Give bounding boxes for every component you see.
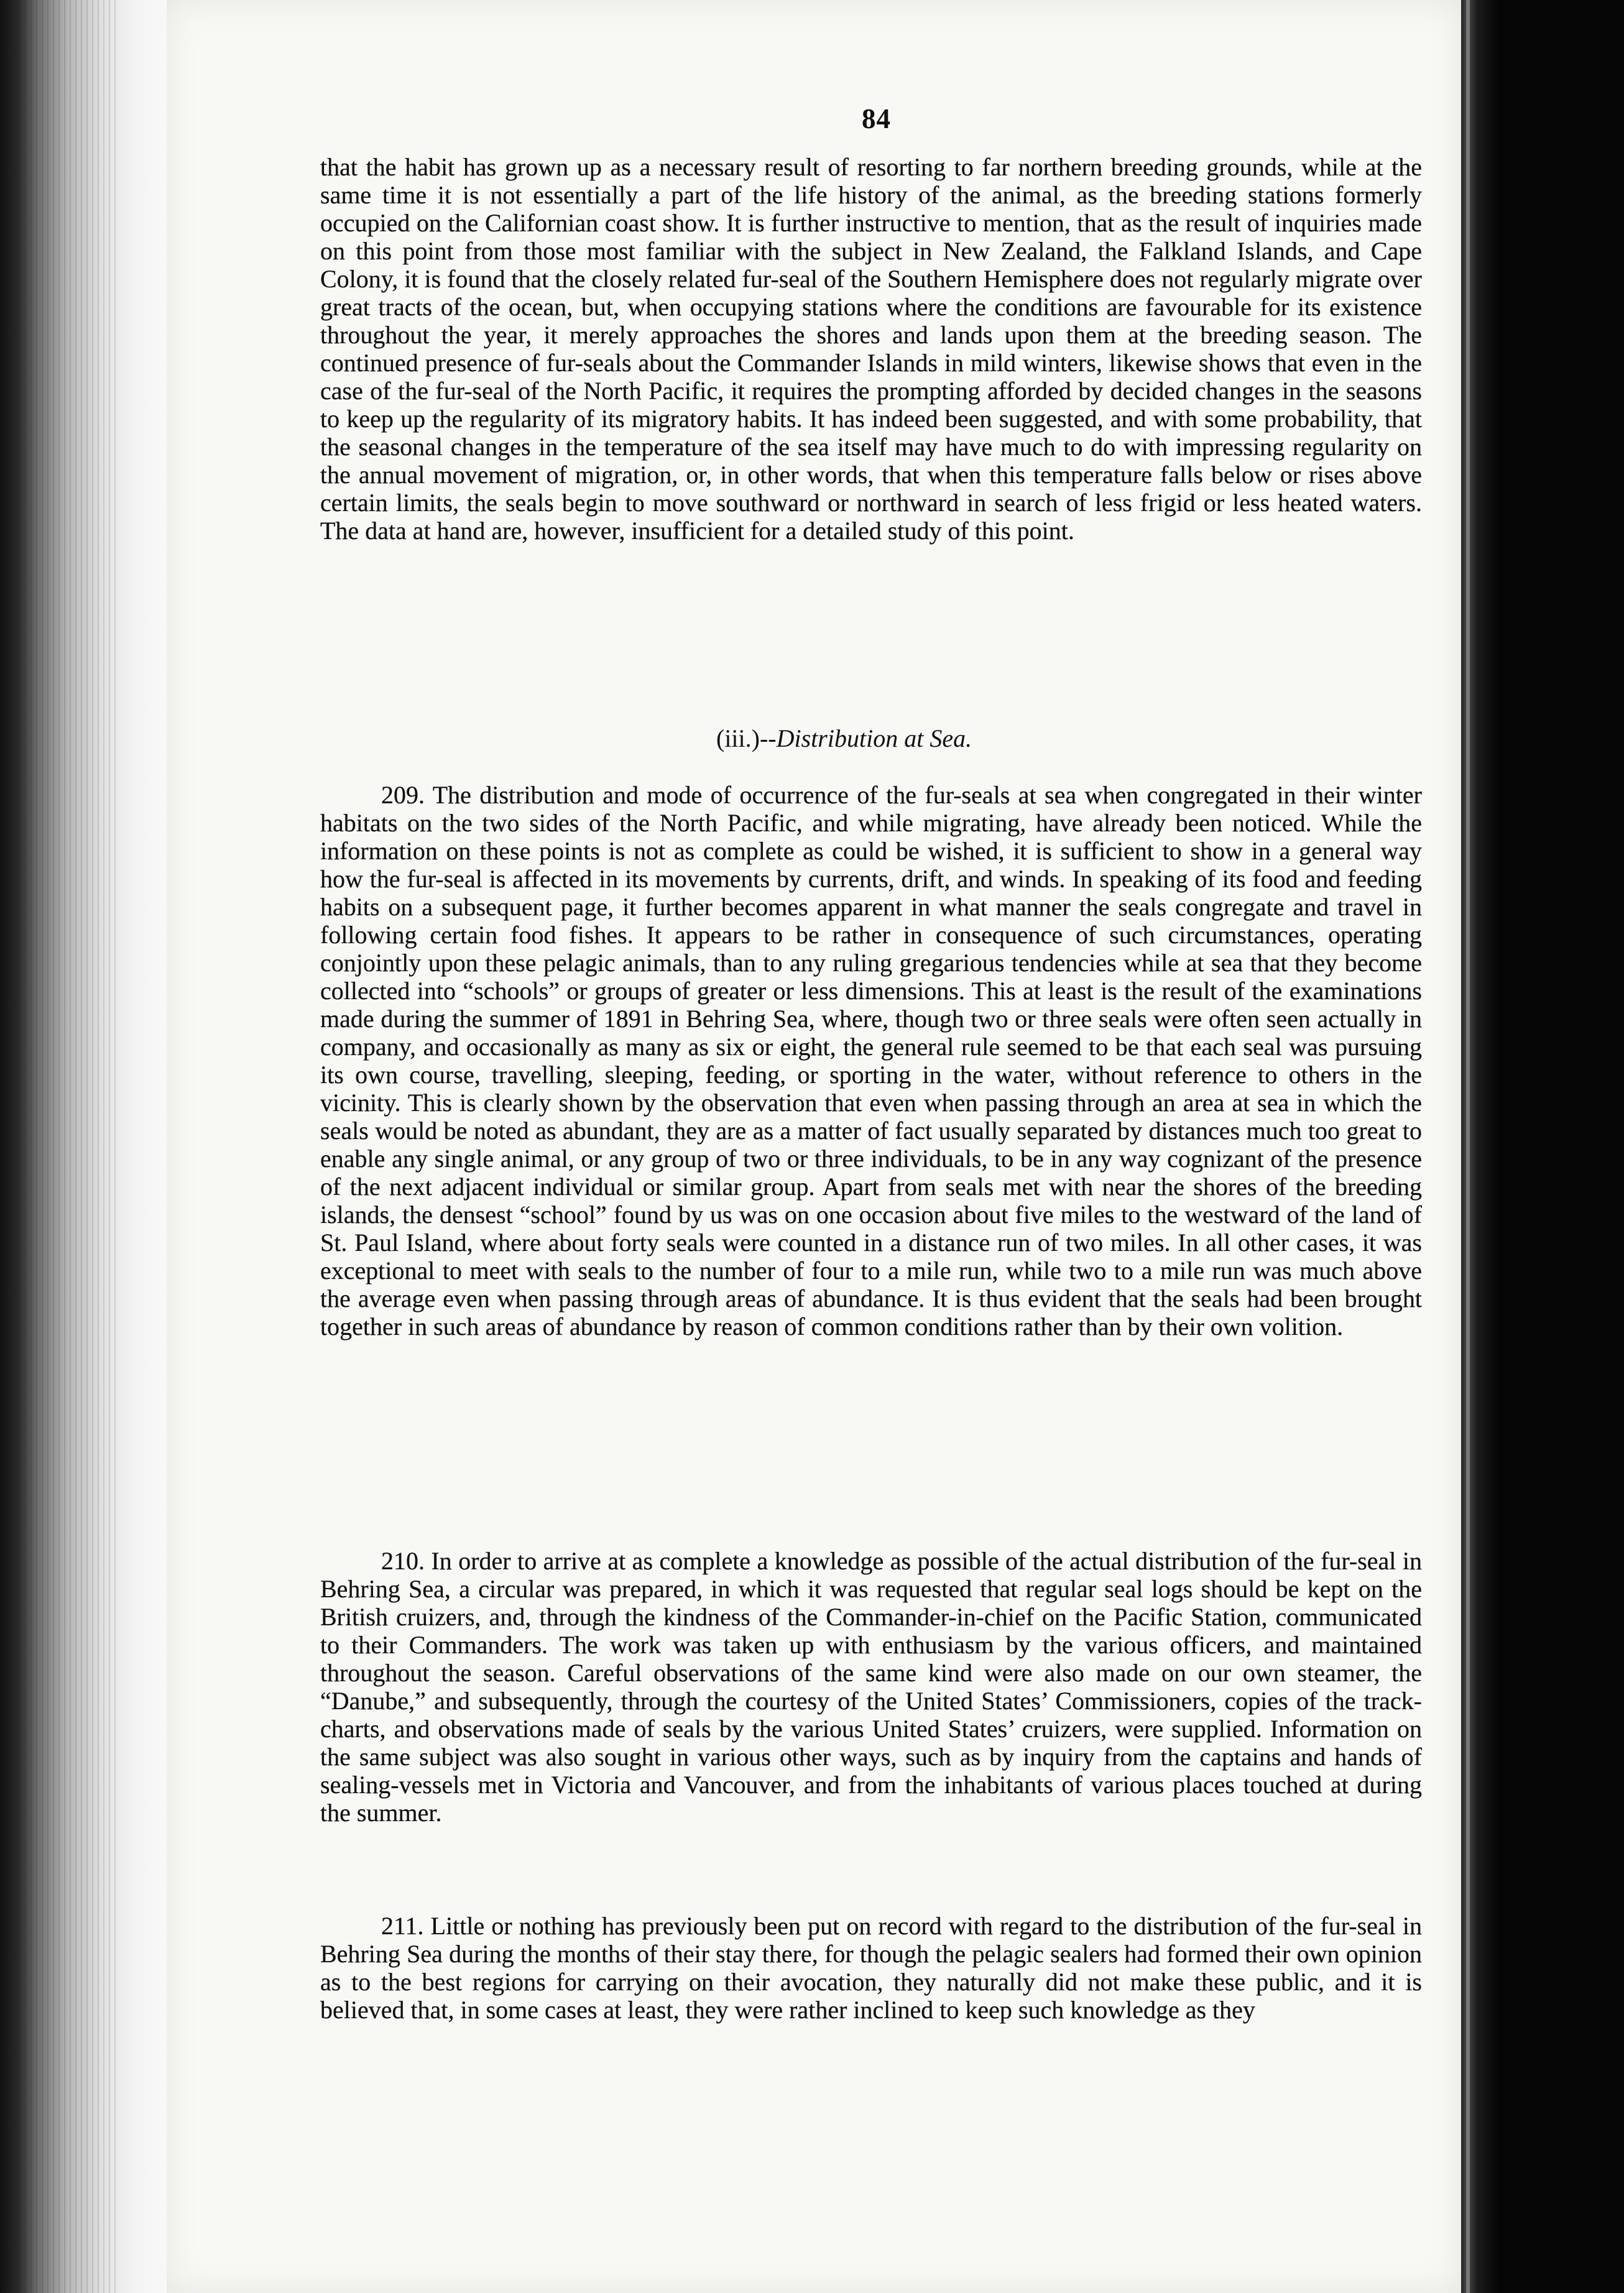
paragraph-210: 210. In order to arrive at as complete a knowledge as possible of the actual distribution of the fur-seal in Behring Sea, a circular was prepared, in which it was requested that regular seal logs should be kept on the British cruizers, and, through the kindness of the Commander-in-chief on the Pacific Station, communicated to their Commanders. The work was taken up with enthusiasm by the various officers, and maintained throughout the season. Careful observations of the same kind were also made on our own steamer, the “Danube,” and subsequently, through the courtesy of the United States’ Commissioners, copies of the track-charts, and observations made of seals by the various United States’ cruizers, were supplied. Information on the same subject was also sought in various other ways, such as by inquiry from the captains and hands of sealing-vessels met in Victoria and Vancouver, and from the inhabitants of various places touched at during the summer. bbox=[320, 1547, 1422, 1827]
book-binding-edge bbox=[0, 0, 167, 2293]
paragraph-209: 209. The distribution and mode of occurrence of the fur-seals at sea when congregated in their winter habitats on the two sides of the North Pacific, and while migrating, have already been noticed. While the information on these points is not as complete as could be wished, it is sufficient to show in a general way how the fur-seal is affected in its movements by currents, drift, and winds. In speaking of its food and feeding habits on a subsequent page, it further becomes apparent in what manner the seals congregate and travel in following certain food fishes. It appears to be rather in consequence of such circumstances, operating conjointly upon these pelagic animals, than to any ruling gregarious tendencies while at sea that they become collected into “schools” or groups of greater or less dimensions. This at least is the result of the examinations made during the summer of 1891 in Behring Sea, where, though two or three seals were often seen actually in company, and occasionally as many as six or eight, the general rule seemed to be that each seal was pursuing its own course, travelling, sleeping, feeding, or sporting in the water, without reference to others in the vicinity. This is clearly shown by the observation that even when passing through an area at sea in which the seals would be noted as abundant, they are as a matter of fact usually separated by distances much too great to enable any single animal, or any group of two or three individuals, to be in any way cognizant of the presence of the next adjacent individual or similar group. Apart from seals met with near the shores of the breeding islands, the densest “school” found by us was on one occasion about five miles to the westward of the land of St. Paul Island, where about forty seals were counted in a distance run of two miles. In all other cases, it was exceptional to meet with seals to the number of four to a mile run, while two to a mile run was much above the average even when passing through areas of abundance. It is thus evident that the seals had been brought together in such areas of abundance by reason of common conditions rather than by their own volition. bbox=[320, 781, 1422, 1340]
page-number: 84 bbox=[862, 103, 891, 134]
section-heading bbox=[716, 724, 972, 752]
paragraph-continued: that the habit has grown up as a necessary result of resorting to far northern breeding grounds, while at the same time it is not essentially a part of the life history of the animal, as the breeding stations formerly occupied on the Californian coast show. It is further instructive to mention, that as the result of inquiries made on this point from those most familiar with the subject in New Zealand, the Falkland Islands, and Cape Colony, it is found that the closely related fur-seal of the Southern Hemisphere does not regularly migrate over great tracts of the ocean, but, when occupying stations where the conditions are favourable for its existence throughout the year, it merely approaches the shores and lands upon them at the breeding season. The continued presence of fur-seals about the Commander Islands in mild winters, likewise shows that even in the case of the fur-seal of the North Pacific, it requires the prompting afforded by decided changes in the seasons to keep up the regularity of its migratory habits. It has indeed been suggested, and with some probability, that the seasonal changes in the temperature of the sea itself may have much to do with impressing regularity on the annual movement of migration, or, in other words, that when this temperature falls below or rises above certain limits, the seals begin to move southward or northward in search of less frigid or less heated waters. The data at hand are, however, insufficient for a detailed study of this point. bbox=[320, 153, 1422, 545]
section-number: (iii.)-- bbox=[716, 724, 777, 752]
page-edge-shadow bbox=[1461, 0, 1624, 2293]
paragraph-211: 211. Little or nothing has previously been put on record with regard to the distribution of the fur-seal in Behring Sea during the months of their stay there, for though the pelagic sealers had formed their own opinion as to the best regions for carrying on their avocation, they naturally did not make these public, and it is believed that, in some cases at least, they were rather inclined to keep such knowledge as they bbox=[320, 1912, 1422, 2024]
section-title: Distribution at Sea. bbox=[776, 724, 972, 752]
